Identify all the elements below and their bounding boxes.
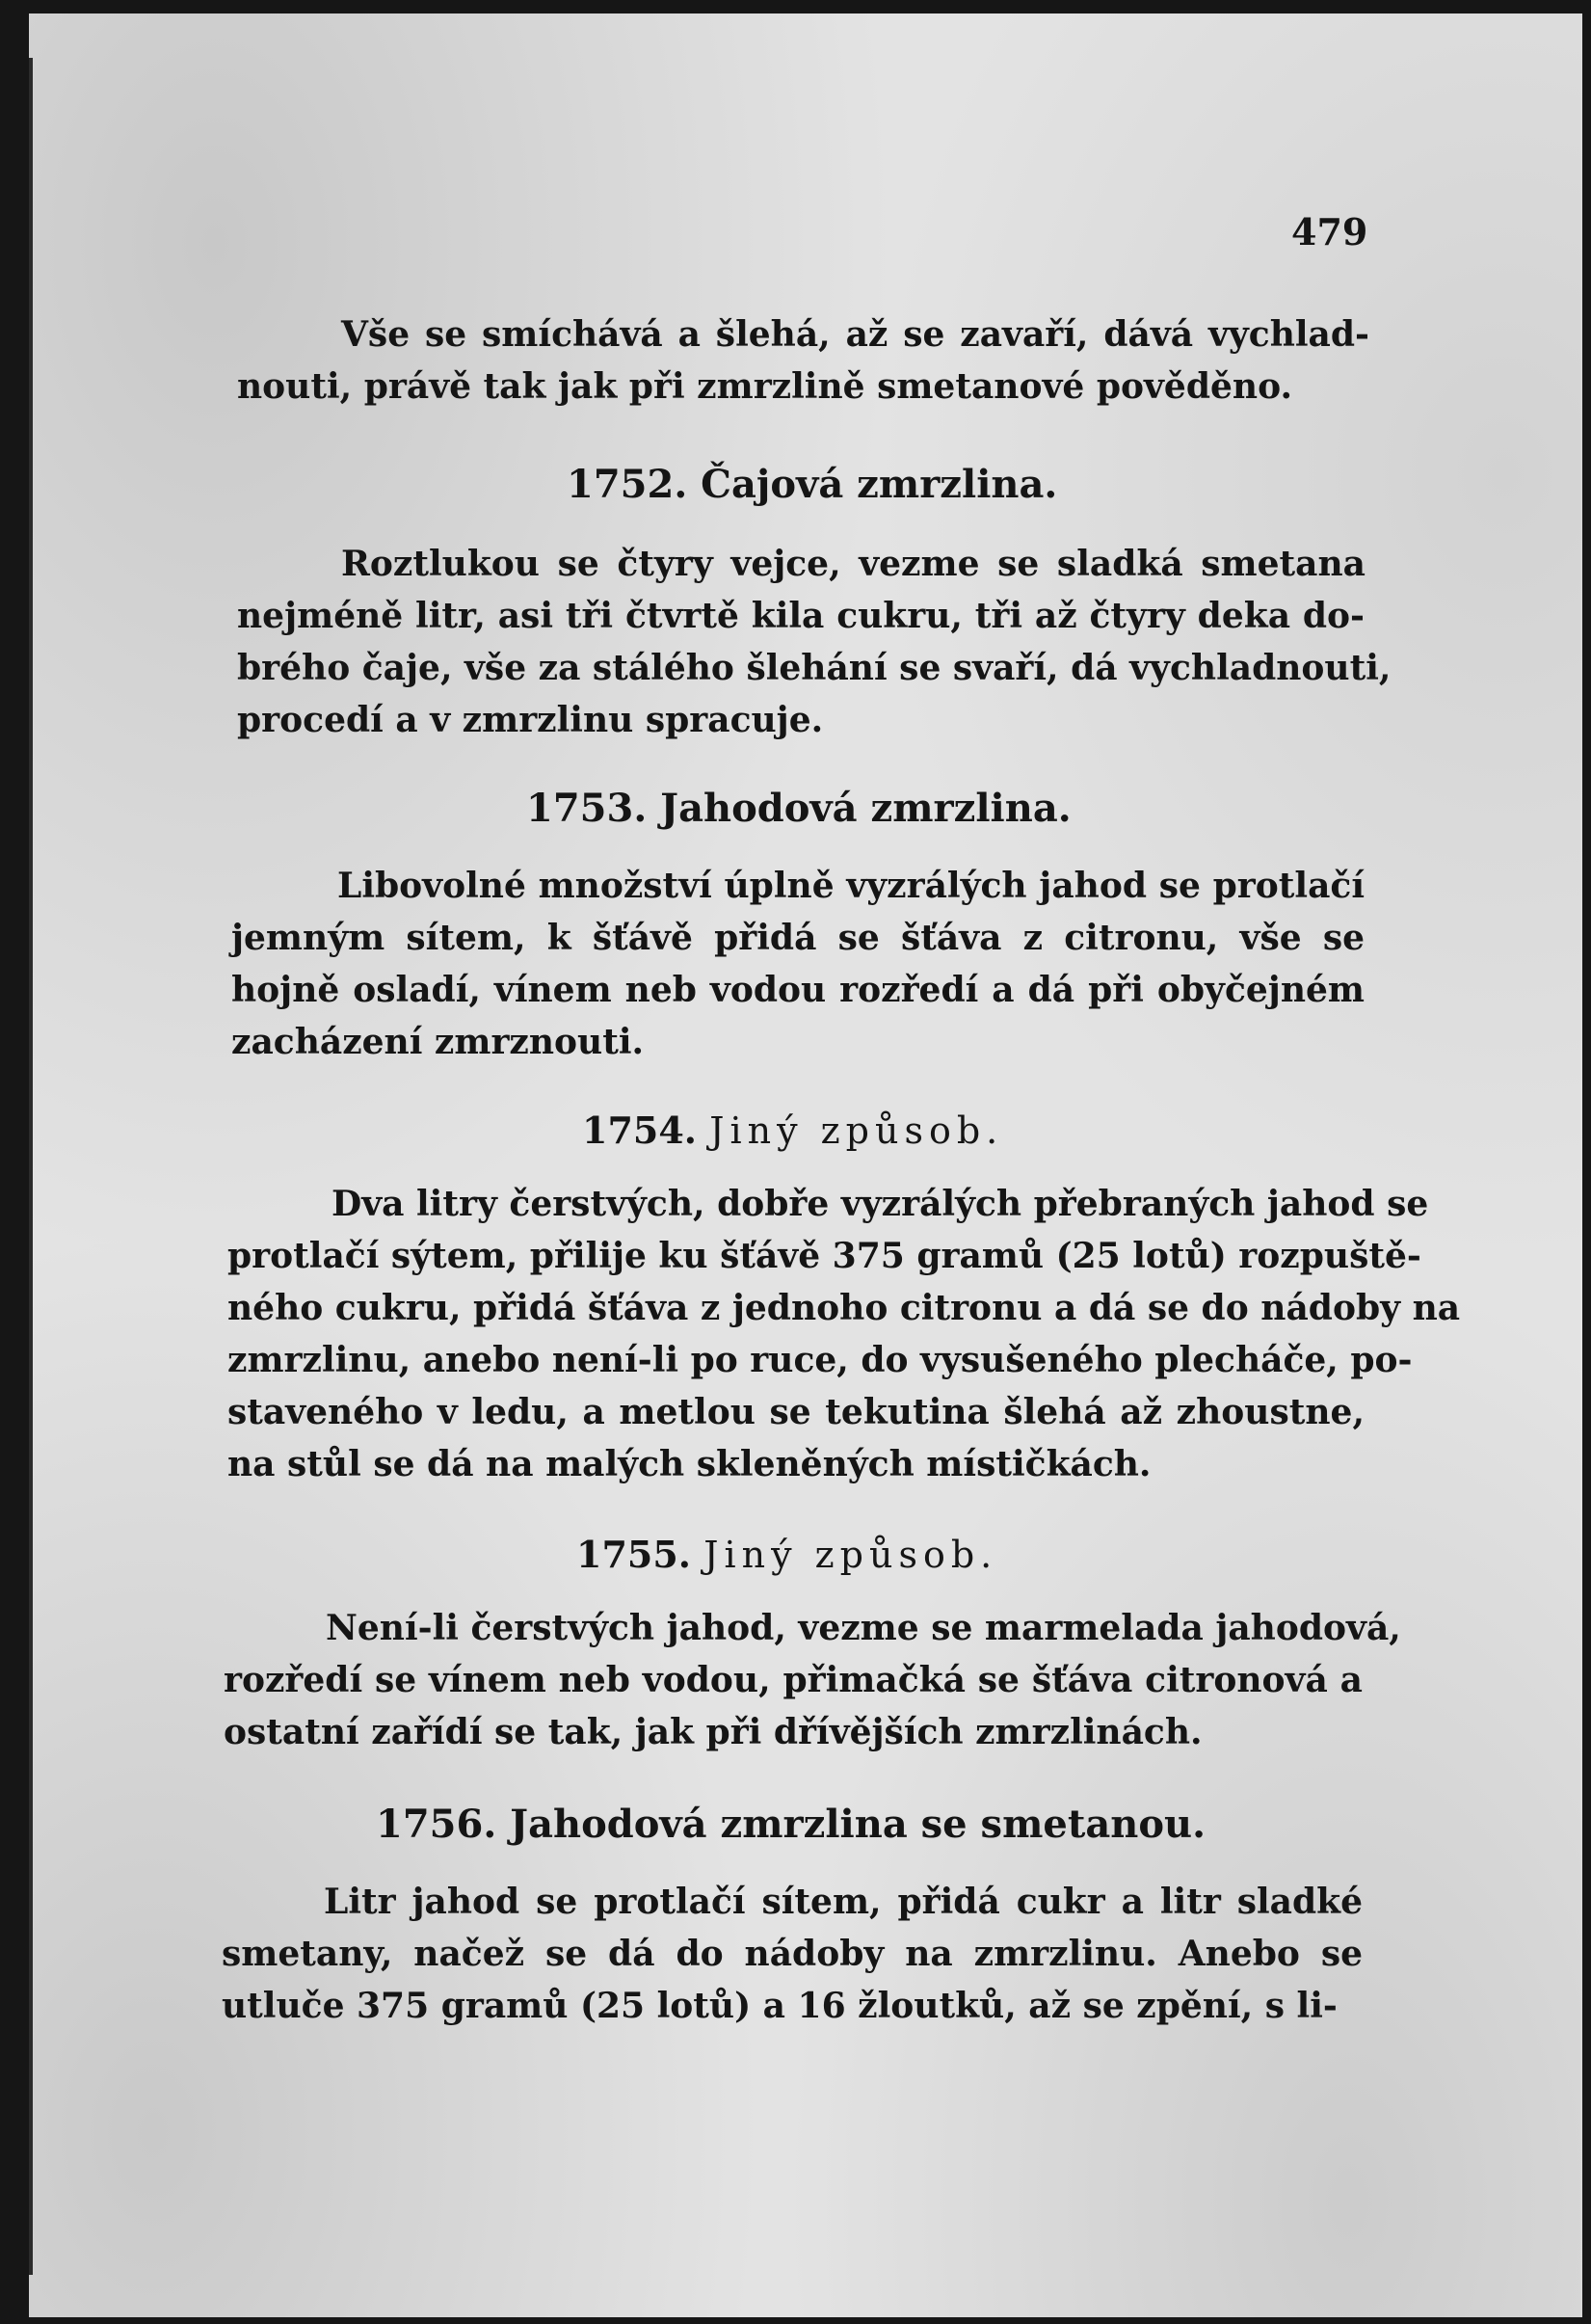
paragraph-line: ného cukru, přidá šťáva z jednoho citronu a dá se do nádoby na bbox=[227, 1288, 1461, 1328]
paragraph-line: smetany, načež se dá do nádoby na zmrzlinu. Anebo se bbox=[222, 1934, 1363, 1974]
paragraph-line: Libovolné množství úplně vyzrálých jahod se protlačí bbox=[337, 866, 1365, 906]
recipe-heading-1756: 1756. Jahodová zmrzlina se smetanou. bbox=[376, 1802, 1207, 1847]
paragraph-line: zacházení zmrznouti. bbox=[231, 1022, 645, 1062]
paragraph-line: Litr jahod se protlačí sítem, přidá cukr a litr sladké bbox=[324, 1882, 1363, 1922]
paragraph-line: zmrzlinu, anebo není-li po ruce, do vysušeného plecháče, po- bbox=[227, 1340, 1413, 1380]
recipe-heading-1753: 1753. Jahodová zmrzlina. bbox=[526, 786, 1072, 831]
recipe-title: Jiný způsob. bbox=[703, 1534, 998, 1576]
page-number: 479 bbox=[1291, 210, 1368, 254]
recipe-number: 1755. bbox=[576, 1533, 691, 1576]
recipe-title: Jiný způsob. bbox=[709, 1109, 1004, 1152]
paragraph-line: ostatní zařídí se tak, jak při dřívějších zmrzlinách. bbox=[224, 1712, 1203, 1752]
paragraph-line: jemným sítem, k šťávě přidá se šťáva z citronu, vše se bbox=[231, 918, 1365, 958]
paragraph-line: Vše se smíchává a šlehá, až se zavaří, dává vychlad- bbox=[341, 314, 1369, 355]
paragraph-line: hojně osladí, vínem neb vodou rozředí a dá při obyčejném bbox=[231, 970, 1365, 1010]
recipe-heading-1752: 1752. Čajová zmrzlina. bbox=[567, 462, 1058, 507]
paragraph-line: Roztlukou se čtyry vejce, vezme se sladká smetana bbox=[341, 544, 1366, 584]
paragraph-line: Dva litry čerstvých, dobře vyzrálých přebraných jahod se bbox=[331, 1184, 1429, 1224]
paragraph-line: protlačí sýtem, přilije ku šťávě 375 gramů (25 lotů) rozpuště- bbox=[227, 1236, 1421, 1276]
paragraph-line: brého čaje, vše za stálého šlehání se svaří, dá vychladnouti, bbox=[237, 648, 1392, 688]
paragraph-line: na stůl se dá na malých skleněných místičkách. bbox=[227, 1444, 1152, 1484]
paragraph-line: Není-li čerstvých jahod, vezme se marmelada jahodová, bbox=[326, 1608, 1401, 1648]
recipe-heading-1754 bbox=[582, 1105, 1003, 1157]
page-edge bbox=[29, 58, 33, 2275]
paragraph-line: utluče 375 gramů (25 lotů) a 16 žloutků, až se zpění, s li- bbox=[222, 1986, 1338, 2026]
recipe-heading-1755 bbox=[576, 1529, 997, 1581]
paragraph-line: rozředí se vínem neb vodou, přimačká se šťáva citronová a bbox=[224, 1660, 1363, 1700]
paragraph-line: staveného v ledu, a metlou se tekutina šlehá až zhoustne, bbox=[227, 1392, 1365, 1432]
paragraph-line: nouti, právě tak jak při zmrzlině smetanové pověděno. bbox=[237, 366, 1292, 407]
recipe-number: 1754. bbox=[582, 1109, 697, 1152]
paragraph-line: nejméně litr, asi tři čtvrtě kila cukru, tři až čtyry deka do- bbox=[237, 596, 1365, 636]
paragraph-line: procedí a v zmrzlinu spracuje. bbox=[237, 700, 824, 740]
